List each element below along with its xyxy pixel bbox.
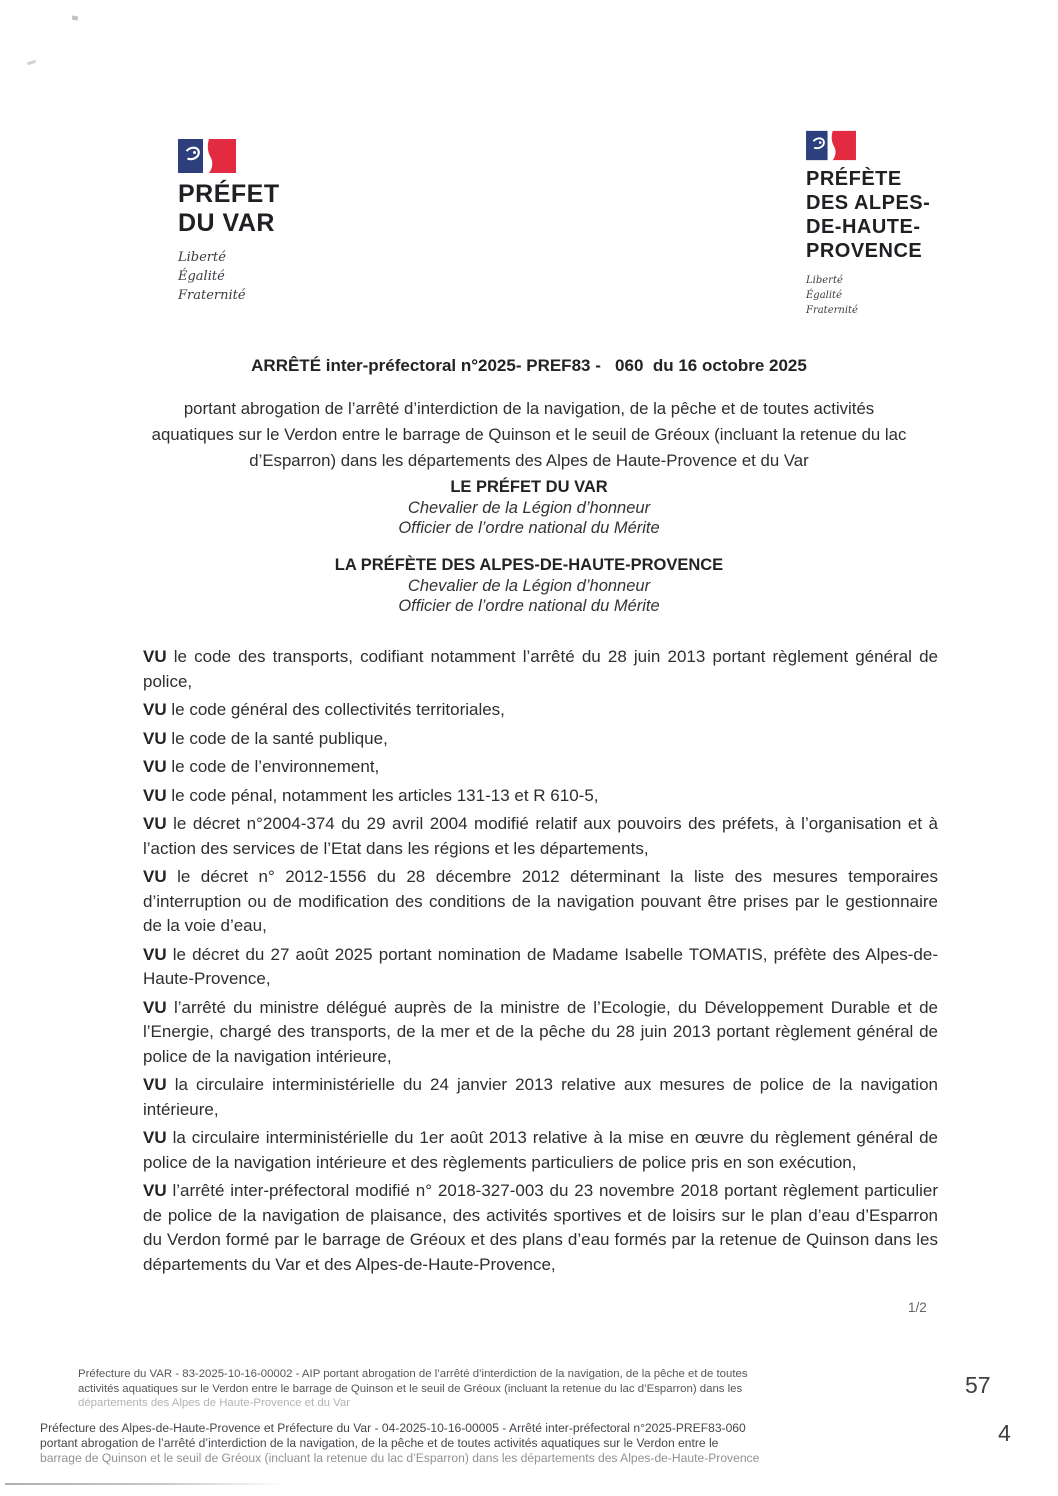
vu-clause — [143, 812, 938, 861]
vu-clause — [143, 645, 938, 694]
vu-clauses — [143, 645, 938, 1281]
clause-text: la circulaire interministérielle du 24 janvier 2013 relative aux mesures de police de la navigation intérieure, — [143, 1075, 938, 1119]
signatory-title-line: Officier de l’ordre national du Mérite — [398, 596, 660, 615]
logo-title-line: DU VAR — [178, 209, 275, 237]
republic-motto — [806, 273, 996, 318]
signatory-name: LE PRÉFET DU VAR — [450, 478, 608, 496]
signatory-title-line: Chevalier de la Légion d’honneur — [407, 499, 651, 517]
vu-clause — [143, 727, 938, 752]
clause-lead: VU — [143, 997, 167, 1017]
footer-line: barrage de Quinson et le seuil de Gréoux (incluant la retenue du lac d’Esparron) dans les départements des Alpes-de-Haute-Provence — [40, 1451, 760, 1466]
clause-text: le code pénal, notamment les articles 131-13 et R 610-5, — [171, 785, 599, 805]
clause-lead: VU — [143, 944, 167, 964]
french-flag-marianne-icon — [806, 130, 856, 161]
vu-clause — [143, 865, 938, 939]
document-subtitle: portant abrogation de l’arrêté d’interdiction de la navigation, de la pêche et de toutes activités aquatiques sur le Verdon entre le barrage de Quinson et le seuil de Gréoux (incluant la retenue du lac d’Esparron) dans les départements des Alpes de Haute-Provence et du Var — [151, 399, 907, 470]
logo-title — [806, 167, 996, 263]
clause-text: le code de la santé publique, — [171, 728, 388, 748]
clause-lead: VU — [143, 757, 167, 776]
logo-title-line: PROVENCE — [806, 240, 923, 262]
signatory-titles — [0, 499, 1058, 538]
page-number: 1/2 — [908, 1300, 927, 1315]
clause-text: l’arrêté inter-préfectoral modifié n° 2018-327-003 du 23 novembre 2018 portant règlement particulier de police de la navigation de plaisance, des activités sportives et de loisirs sur le plan d’eau d’Esparron du Verdon formé par le barrage de Gréoux et des plans d’eau formés par la retenue de Quinson dans les départements du Var et des Alpes-de-Haute-Provence, — [143, 1181, 938, 1274]
vu-clause — [143, 784, 938, 809]
clause-lead: VU — [143, 700, 167, 719]
motto-line: Égalité — [178, 269, 225, 284]
clause-lead: VU — [143, 1181, 167, 1200]
clause-lead: VU — [143, 728, 167, 748]
collection-page-number-4: 4 — [998, 1420, 1011, 1446]
logo-title-line: PRÉFET — [178, 180, 280, 208]
footer-line: activités aquatiques sur le Verdon entre le barrage de Quinson et le seuil de Gréoux (incluant la retenue du lac d’Esparron) dans les — [78, 1382, 743, 1395]
vu-clause — [143, 1073, 938, 1122]
clause-lead: VU — [143, 1075, 167, 1094]
signatory-prefete-ahp — [0, 556, 1058, 616]
signatory-titles — [0, 577, 1058, 616]
logo-title-line: PRÉFÈTE — [806, 168, 902, 190]
clause-text: le décret du 27 août 2025 portant nomination de Madame Isabelle TOMATIS, préfète des Alpes-de-Haute-Provence, — [143, 944, 938, 988]
motto-line: Liberté — [806, 275, 843, 286]
vu-clause — [143, 698, 938, 723]
footer-line: Préfecture des Alpes-de-Haute-Provence et Préfecture du Var - 04-2025-10-16-00005 - Arrêté inter-préfectoral n°2025-PREF83-060 — [40, 1421, 746, 1435]
logo-title — [178, 180, 398, 238]
document-title: ARRÊTÉ inter-préfectoral n°2025- PREF83 - 060 du 16 octobre 2025 — [251, 356, 807, 375]
motto-line: Liberté — [178, 250, 226, 265]
collection-page-number-57: 57 — [965, 1372, 991, 1398]
logo-title-line: DE-HAUTE- — [806, 216, 921, 238]
republic-motto — [178, 248, 398, 305]
clause-lead: VU — [143, 647, 167, 666]
prefete-alpes-de-haute-provence-logo — [806, 130, 996, 318]
motto-line: Fraternité — [806, 305, 858, 316]
signatory-prefet-du-var — [0, 478, 1058, 538]
signatory-title-line: Chevalier de la Légion d’honneur — [407, 577, 651, 595]
vu-clause — [143, 943, 938, 992]
scan-artifact — [27, 60, 36, 66]
french-flag-marianne-icon — [178, 138, 236, 174]
vu-clause — [143, 1126, 938, 1175]
signatory-name: LA PRÉFÈTE DES ALPES-DE-HAUTE-PROVENCE — [334, 556, 724, 574]
prefet-du-var-logo — [178, 138, 398, 305]
vu-clause — [143, 996, 938, 1070]
clause-text: le code des transports, codifiant notamment l’arrêté du 28 juin 2013 portant règlement général de police, — [143, 647, 938, 691]
motto-line: Fraternité — [178, 288, 246, 303]
clause-text: le code général des collectivités territoriales, — [171, 700, 505, 719]
clause-lead: VU — [143, 814, 167, 833]
clause-text: la circulaire interministérielle du 1er août 2013 relative à la mise en œuvre du règlement général de police de la navigation intérieure et des règlements particuliers de police pris en son exécution, — [143, 1128, 938, 1172]
clause-lead: VU — [143, 1128, 167, 1147]
motto-line: Égalité — [806, 290, 842, 301]
clause-lead: VU — [143, 867, 167, 886]
vu-clause — [143, 1179, 938, 1277]
footer-line: portant abrogation de l’arrêté d’interdiction de la navigation, de la pêche et de toutes activités aquatiques sur le Verdon entre le — [40, 1436, 719, 1451]
clause-text: l’arrêté du ministre délégué auprès de la ministre de l’Ecologie, du Développement Durable et de l’Energie, chargé des transports, de la mer et de la pêche du 28 juin 2013 portant règlement général de police de la navigation intérieure, — [143, 997, 938, 1066]
clause-text: le code de l’environnement, — [171, 757, 380, 776]
clause-text: le décret n°2004-374 du 29 avril 2004 modifié relatif aux pouvoirs des préfets, à l’organisation et à l’action des services de l’Etat dans les régions et les départements, — [143, 814, 938, 858]
footer-line: départements des Alpes de Haute-Provence et du Var — [78, 1397, 351, 1410]
logo-title-line: DES ALPES- — [806, 192, 931, 214]
signatory-title-line: Officier de l’ordre national du Mérite — [398, 518, 660, 537]
scan-artifact — [72, 15, 79, 20]
footer-line: Préfecture du VAR - 83-2025-10-16-00002 - AIP portant abrogation de l’arrêté d’interdiction de la navigation, de la pêche et de toutes — [78, 1368, 748, 1380]
registry-footer-var — [78, 1367, 748, 1411]
registry-footer-ahp — [40, 1421, 759, 1467]
vu-clause — [143, 755, 938, 780]
clause-text: le décret n° 2012-1556 du 28 décembre 2012 déterminant la liste des mesures temporaires d’interruption ou de modification des conditions de la navigation pouvant être prises par le gestionnaire de la voie d’eau, — [143, 867, 938, 935]
clause-lead: VU — [143, 785, 167, 805]
bottom-scan-line — [5, 1483, 287, 1485]
